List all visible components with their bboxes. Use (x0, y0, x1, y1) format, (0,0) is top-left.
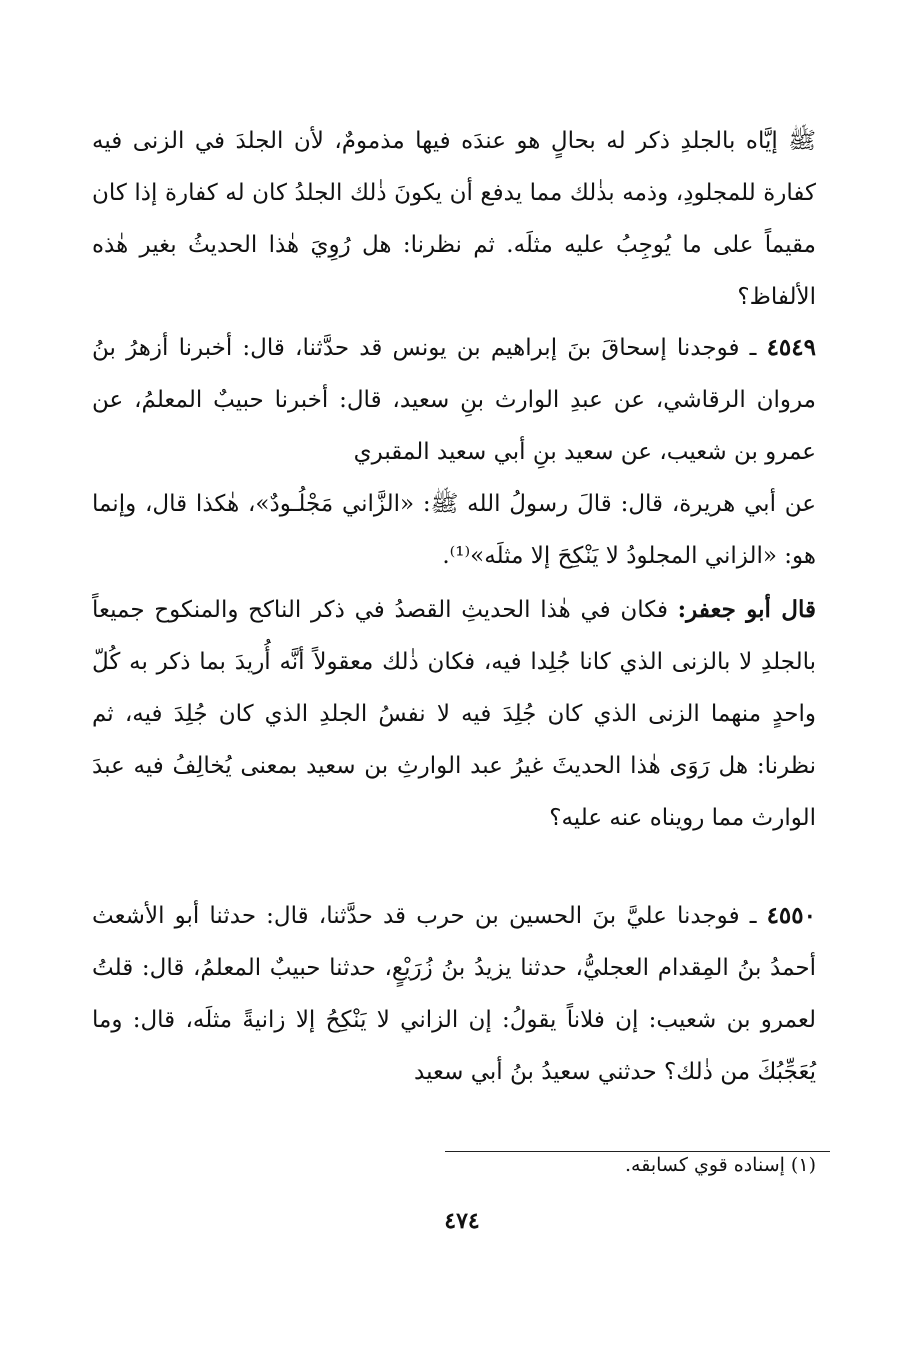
hadith-text: ـ فوجدنا عليَّ بنَ الحسين بن حرب قد حدَّثنا، قال: حدثنا أبو الأشعث أحمدُ بنُ المِقدام العجليُّ، حدثنا يزيدُ بنُ زُرَيْعٍ، حدثنا حبيبٌ المعلمُ، قال: قلتُ لعمرو بن شعيب: إن فلاناً يقولُ: إن الزاني لا يَنْكِحُ إلا زانيةً مثلَه، قال: وما يُعَجِّبُكَ من ذٰلك؟ حدثني سعيدُ بنُ أبي سعيد (92, 903, 816, 1085)
page-number: ٤٧٤ (444, 1208, 480, 1234)
commentary-paragraph (92, 584, 816, 844)
hadith-number: ٤٥٤٩ (766, 334, 816, 361)
hadith-text: ـ فوجدنا إسحاقَ بنَ إبراهيم بن يونس قد حدَّثنا، قال: أخبرنا أزهرُ بنُ مروان الرقاشي، عن عبدِ الوارث بنِ سعيد، قال: أخبرنا حبيبٌ المعلمُ، عن عمرو بن شعيب، عن سعيد بنِ أبي سعيد المقبري (92, 335, 816, 465)
hadith-number: ٤٥٥٠ (766, 902, 816, 929)
hadith-4549-matn: عن أبي هريرة، قال: قالَ رسولُ الله ﷺ: «الزَّاني مَجْلُـودٌ»، هٰكذا قال، وإنما هو: «الزاني المجلودُ لا يَنْكِحَ إلا مثلَه»⁽¹⁾. (92, 491, 816, 569)
paragraph-continuation: ﷺ إيَّاه بالجلدِ ذكر له بحالٍ هو عندَه فيها مذمومٌ، لأن الجلدَ في الزنى فيه كفارة للمجلودِ، وذمه بذٰلك مما يدفع أن يكونَ ذٰلك الجلدُ كان له كفارة إذا كان مقيماً على ما يُوجِبُ عليه مثلَه. ثم نظرنا: هل رُوِيَ هٰذا الحديثُ بغير هٰذه الألفاظ؟ (92, 128, 816, 310)
commentary-lead: قال أبو جعفر: (677, 596, 816, 623)
hadith-4549 (92, 322, 816, 478)
commentary-text: فكان في هٰذا الحديثِ القصدُ في ذكر الناكح والمنكوح جميعاً بالجلدِ لا بالزنى الذي كانا جُلِدا فيه، فكان ذٰلك معقولاً أنَّه أُريدَ بما ذكر به كُلّ واحدٍ منهما الزنى الذي كان جُلِدَ فيه لا نفسُ الجلدِ الذي كان جُلِدَ فيه، ثم نظرنا: هل رَوَى هٰذا الحديثَ غيرُ عبد الوارثِ بن سعيد بمعنى يُخالِفُ فيه عبدَ الوارث مما رويناه عنه عليه؟ (92, 597, 816, 831)
hadith-4550 (92, 890, 816, 1098)
footnote: (١) إسناده قوي كسابقه. (625, 1154, 816, 1176)
